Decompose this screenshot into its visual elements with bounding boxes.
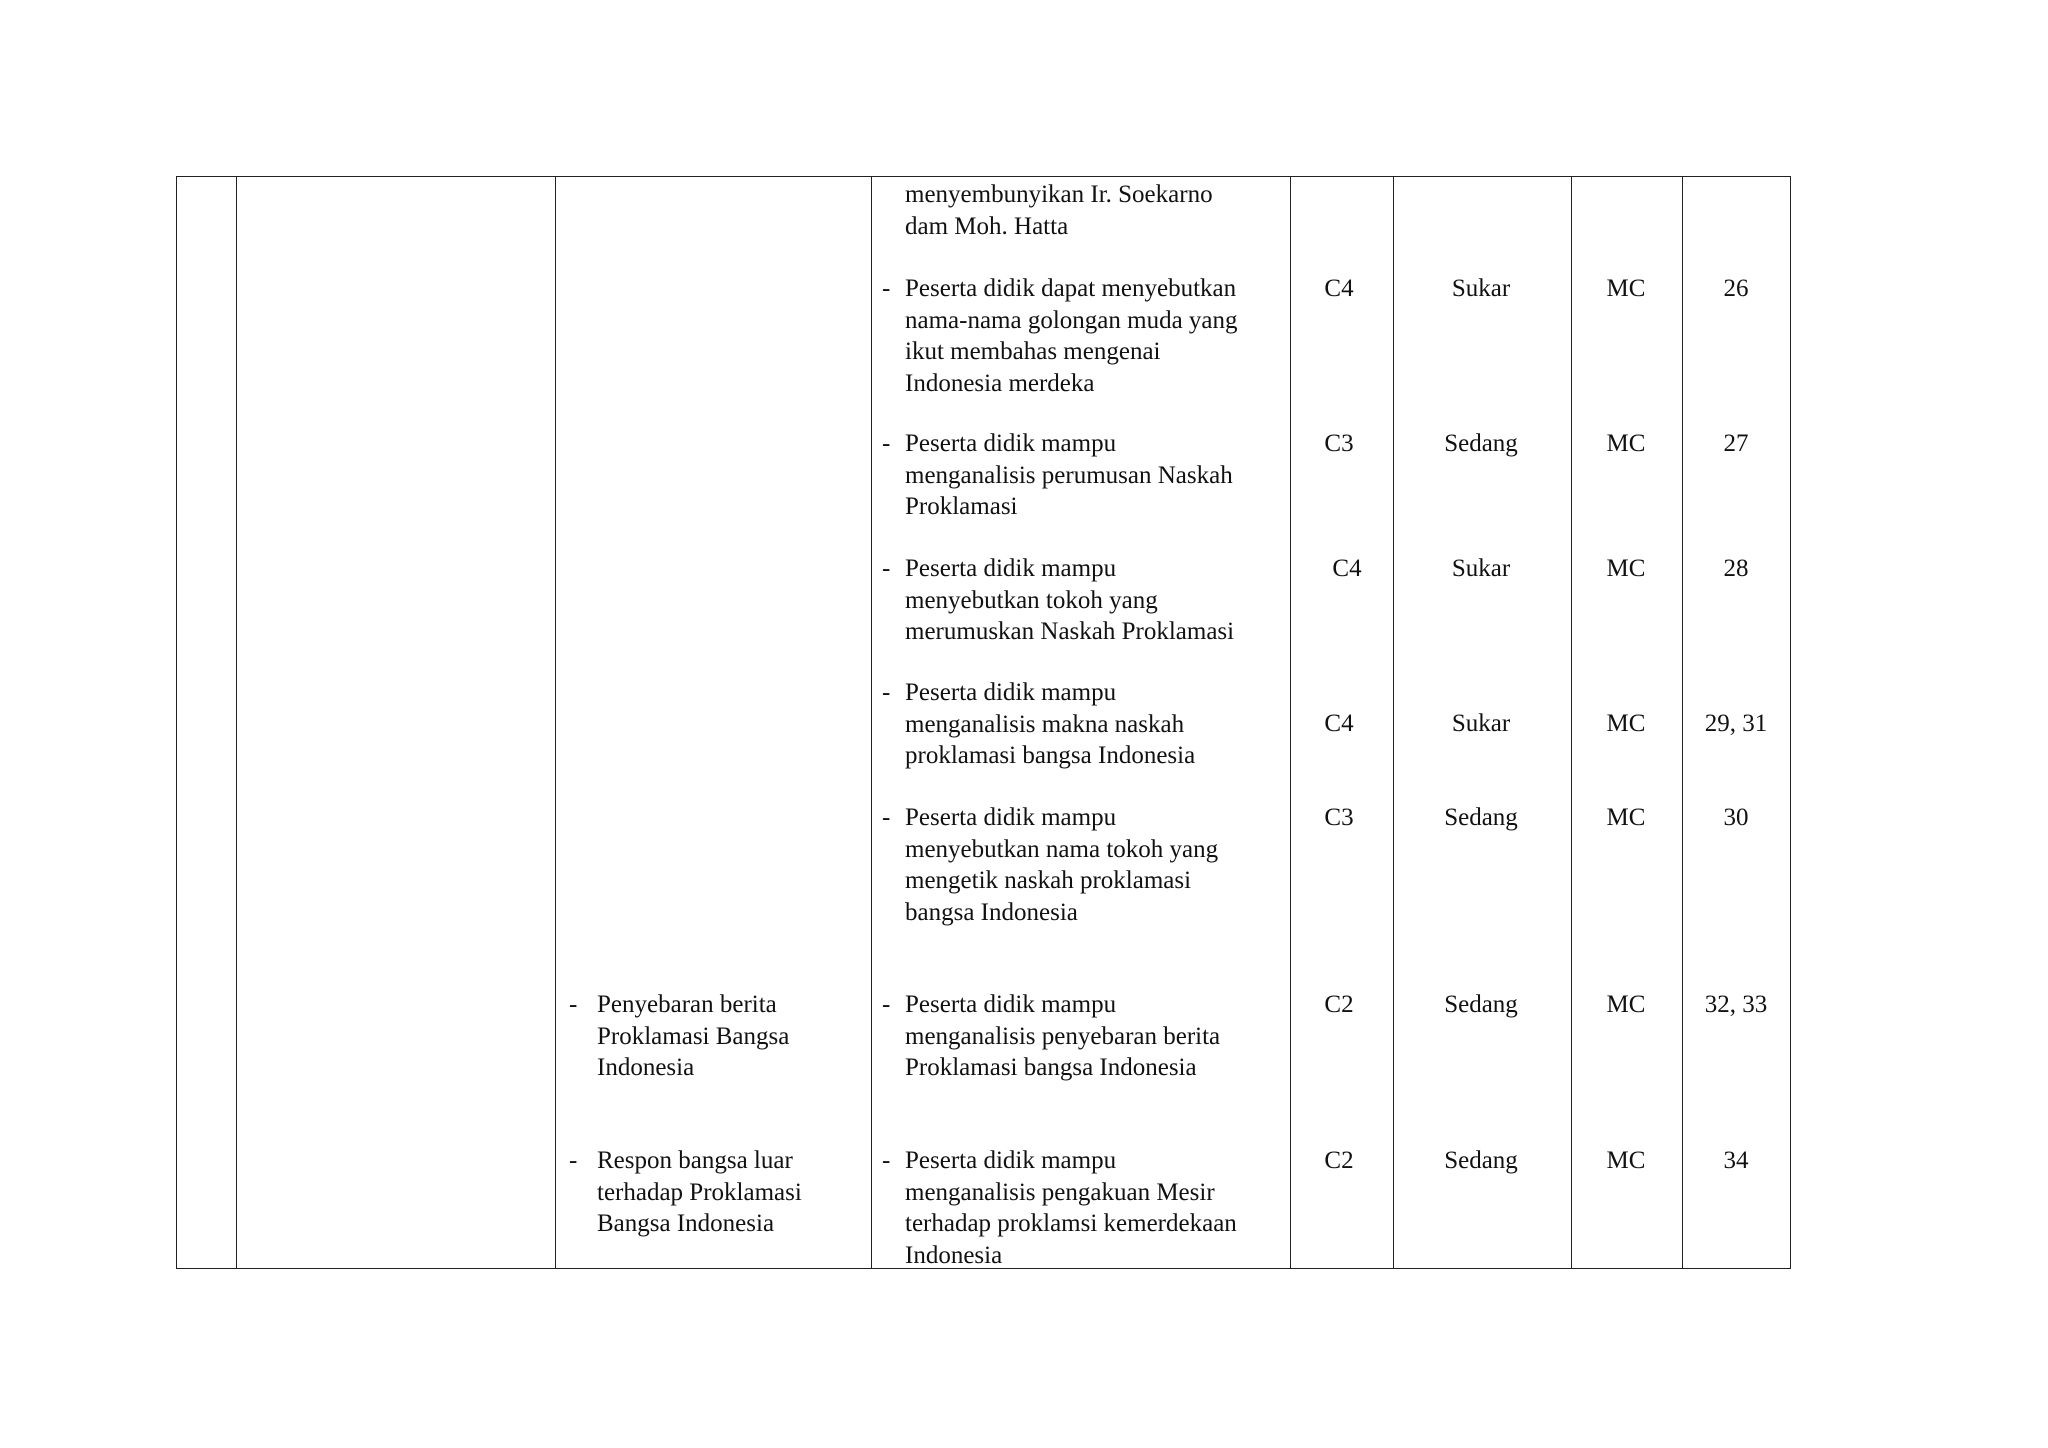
question-form: MC xyxy=(1606,430,1646,457)
bullet-marker: - xyxy=(882,430,891,457)
cognitive-level: C4 xyxy=(1324,275,1354,302)
indicator-text: Peserta didik mampu menganalisis makna naskah proklamasi bangsa Indonesia xyxy=(905,679,1196,769)
cognitive-level: C2 xyxy=(1324,1147,1354,1174)
table-border-top xyxy=(176,176,1791,177)
difficulty-level: Sukar xyxy=(1451,710,1511,737)
column-divider xyxy=(1571,176,1572,1269)
question-form: MC xyxy=(1606,275,1646,302)
indicator-text: Peserta didik mampu menganalisis perumusan Naskah Proklamasi xyxy=(905,430,1233,520)
difficulty-level: Sedang xyxy=(1444,1147,1518,1174)
column-divider xyxy=(871,176,872,1269)
difficulty-level: Sedang xyxy=(1444,804,1518,831)
column-divider xyxy=(176,176,177,1269)
cognitive-level: C2 xyxy=(1324,991,1354,1018)
indicator-text: Peserta didik mampu menyebutkan tokoh yang merumuskan Naskah Proklamasi xyxy=(905,555,1235,645)
bullet-marker: - xyxy=(569,991,578,1018)
indicator-text: Peserta didik mampu menganalisis pengakuan Mesir terhadap proklamsi kemerdekaan Indonesia xyxy=(905,1147,1237,1269)
bullet-marker: - xyxy=(569,1147,578,1174)
difficulty-level: Sedang xyxy=(1444,430,1518,457)
indicator-text: Peserta didik mampu menyebutkan nama tokoh yang mengetik naskah proklamasi bangsa Indonesia xyxy=(905,804,1219,926)
difficulty-level: Sukar xyxy=(1451,275,1511,302)
question-form: MC xyxy=(1606,991,1646,1018)
question-number: 26 xyxy=(1723,275,1749,302)
question-form: MC xyxy=(1606,804,1646,831)
question-number: 30 xyxy=(1723,804,1749,831)
column-divider xyxy=(1290,176,1291,1269)
difficulty-level: Sedang xyxy=(1444,991,1518,1018)
question-number: 32, 33 xyxy=(1704,991,1768,1018)
bullet-marker: - xyxy=(882,1147,891,1174)
question-number: 28 xyxy=(1723,555,1749,582)
bullet-marker: - xyxy=(882,679,891,706)
indicator-text: Peserta didik dapat menyebutkan nama-nama golongan muda yang ikut membahas mengenai Indonesia merdeka xyxy=(905,275,1238,397)
bullet-marker: - xyxy=(882,275,891,302)
bullet-marker: - xyxy=(882,555,891,582)
question-number: 29, 31 xyxy=(1704,710,1768,737)
question-form: MC xyxy=(1606,710,1646,737)
column-divider xyxy=(1393,176,1394,1269)
cognitive-level: C3 xyxy=(1324,804,1354,831)
indicator-text: Peserta didik mampu menganalisis penyebaran berita Proklamasi bangsa Indonesia xyxy=(905,991,1221,1081)
topic-text: Penyebaran berita Proklamasi Bangsa Indonesia xyxy=(597,991,790,1081)
question-number: 27 xyxy=(1723,430,1749,457)
cognitive-level: C3 xyxy=(1324,430,1354,457)
difficulty-level: Sukar xyxy=(1451,555,1511,582)
column-divider xyxy=(1790,176,1791,1269)
question-form: MC xyxy=(1606,555,1646,582)
question-number: 34 xyxy=(1723,1147,1749,1174)
column-divider xyxy=(236,176,237,1269)
column-divider xyxy=(1682,176,1683,1269)
indicator-text: menyembunyikan Ir. Soekarno dam Moh. Hatta xyxy=(905,181,1213,240)
bullet-marker: - xyxy=(882,804,891,831)
question-form: MC xyxy=(1606,1147,1646,1174)
column-divider xyxy=(555,176,556,1269)
bullet-marker: - xyxy=(882,991,891,1018)
cognitive-level: C4 xyxy=(1324,710,1354,737)
cognitive-level: C4 xyxy=(1332,555,1362,582)
topic-text: Respon bangsa luar terhadap Proklamasi Bangsa Indonesia xyxy=(597,1147,802,1237)
